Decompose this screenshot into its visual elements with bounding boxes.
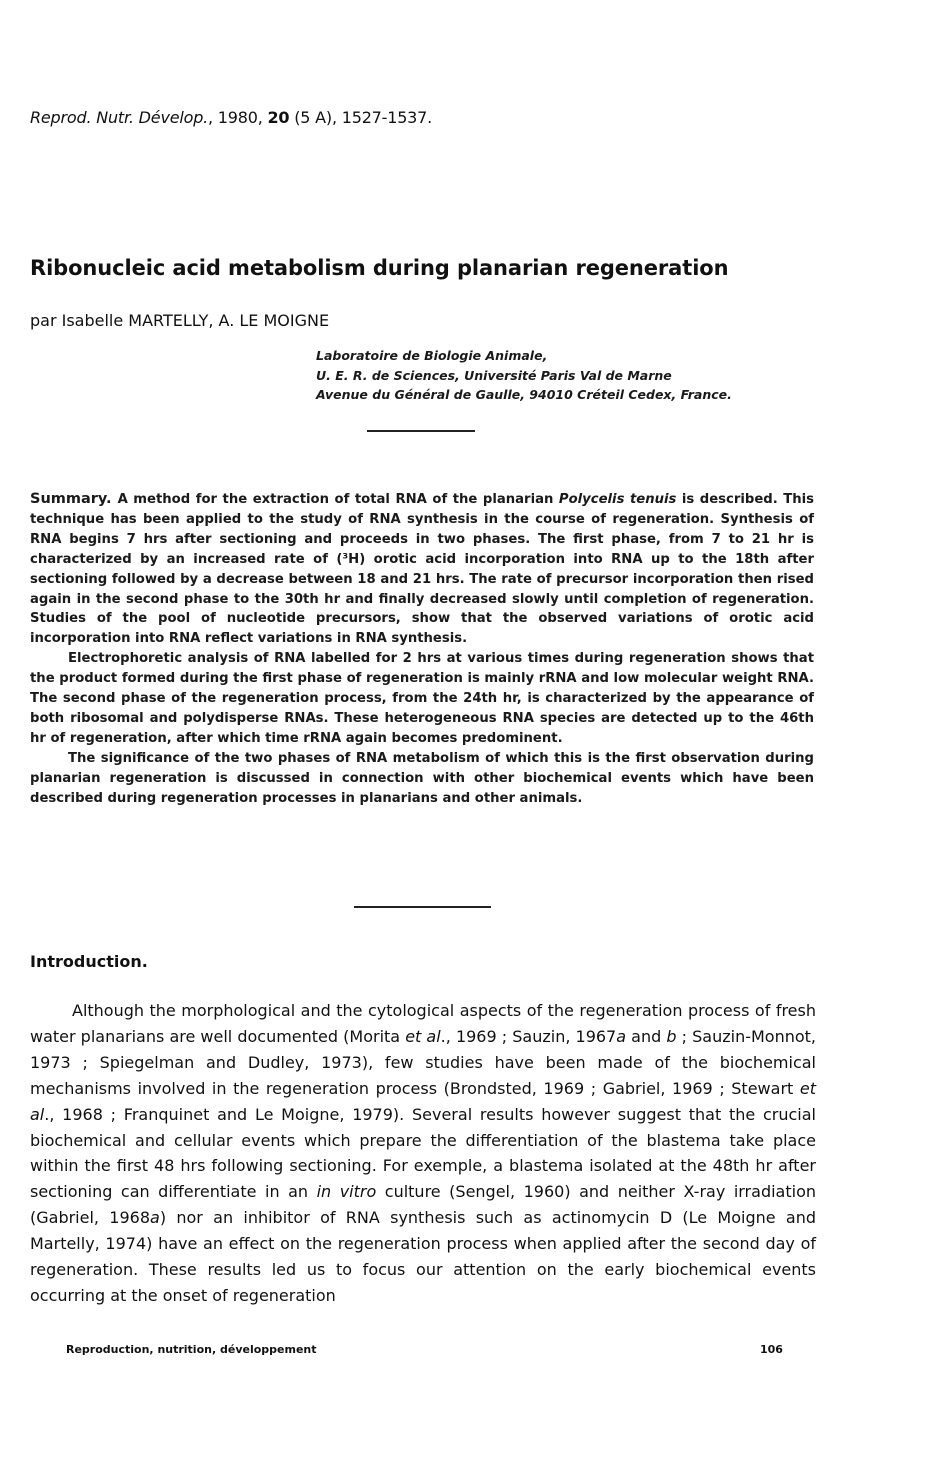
summary-label: Summary. [30, 491, 112, 507]
summary-text: A method for the extraction of total RNA of the planarian [117, 492, 559, 507]
body-text: ., 1968 ; Franquinet and Le Moigne, 1979). Several results however suggest that the crucial biochemical and cellular events which prepare the differentiation of the blastema take place within the first 48 hrs following sectioning. For exemple, a blastema isolated at the 48th hr after sectioning can differentiate in an [30, 1104, 816, 1202]
summary-section [30, 490, 814, 809]
body-italic: et al [30, 1078, 816, 1124]
section-heading: Introduction. [30, 952, 148, 971]
affiliation-block [316, 346, 732, 405]
body-italic: in vitro [316, 1182, 377, 1202]
body-italic: b [666, 1026, 677, 1046]
citation-volume: 20 [267, 108, 290, 127]
journal-abbrev: Reprod. Nutr. Dévelop. [30, 108, 209, 127]
divider-rule [367, 430, 475, 432]
affiliation-line: U. E. R. de Sciences, Université Paris Val de Marne [316, 367, 672, 383]
citation-issue-pages: (5 A), 1527-1537. [289, 108, 433, 127]
body-italic: a [616, 1026, 627, 1046]
body-text: and [626, 1026, 667, 1046]
introduction-paragraph [30, 998, 816, 1309]
summary-paragraph: The significance of the two phases of RNA metabolism of which this is the first observation during planarian regeneration is discussed in connection with other biochemical events which have been described during regeneration processes in planarians and other animals. [30, 750, 814, 806]
page-number: 106 [760, 1343, 783, 1356]
article-authors: par Isabelle MARTELLY, A. LE MOIGNE [30, 311, 330, 330]
body-text: Although the morphological and the cytological aspects of the regeneration process of fresh water planarians are well documented (Morita [30, 1001, 816, 1046]
divider-rule [354, 906, 491, 908]
journal-citation [30, 108, 432, 127]
article-title: Ribonucleic acid metabolism during planarian regeneration [30, 256, 729, 280]
summary-paragraph: Electrophoretic analysis of RNA labelled for 2 hrs at various times during regeneration shows that the product formed during the first phase of regeneration is mainly rRNA and low molecular weight RNA. The second phase of the regeneration process, from the 24th hr, is characterized by the appearance of both ribosomal and polydisperse RNAs. These heterogeneous RNA species are detected up to the 46th hr of regeneration, after which time rRNA again becomes predominent. [30, 651, 814, 746]
body-italic: et al [405, 1026, 441, 1046]
citation-year: , 1980, [208, 108, 268, 127]
body-text: culture (Sengel, 1960) and neither X-ray irradiation (Gabriel, 1968 [30, 1182, 816, 1228]
summary-text: is described. This technique has been applied to the study of RNA synthesis in the course of regeneration. Synthesis of RNA begins 7 hrs after sectioning and proceeds in two phases. The first phase, from 7 to 21 hr is characterized by an increased rate of (³H) orotic acid incorporation into RNA up to the 18th after sectioning followed by a decrease between 18 and 21 hrs. The rate of precursor incorporation then rised again in the second phase to the 30th hr and finally decreased slowly until completion of regeneration. Studies of the pool of nucleotide precursors, show that the observed variations of orotic acid incorporation into RNA reflect variations in RNA synthesis. [30, 492, 815, 647]
species-name: Polycelis tenuis [558, 492, 677, 507]
summary-paragraph [30, 490, 814, 649]
footer-journal: Reproduction, nutrition, développement [66, 1343, 317, 1356]
body-text: ) nor an inhibitor of RNA synthesis such as actinomycin D (Le Moigne and Martelly, 1974) have an effect on the regeneration process when applied after the second day of regeneration. These results led us to focus our attention on the early biochemical events occurring at the onset of regeneration [30, 1208, 817, 1305]
body-text: ., 1969 ; Sauzin, 1967 [440, 1026, 617, 1046]
affiliation-line: Avenue du Général de Gaulle, 94010 Créteil Cedex, France. [316, 387, 732, 402]
body-text: ; Sauzin-Monnot, 1973 ; Spiegelman and Dudley, 1973), few studies have been made of the biochemical mechanisms involved in the regeneration process (Brondsted, 1969 ; Gabriel, 1969 ; Stewart [30, 1026, 817, 1098]
affiliation-line: Laboratoire de Biologie Animale, [316, 348, 548, 363]
body-italic: a [150, 1208, 160, 1228]
